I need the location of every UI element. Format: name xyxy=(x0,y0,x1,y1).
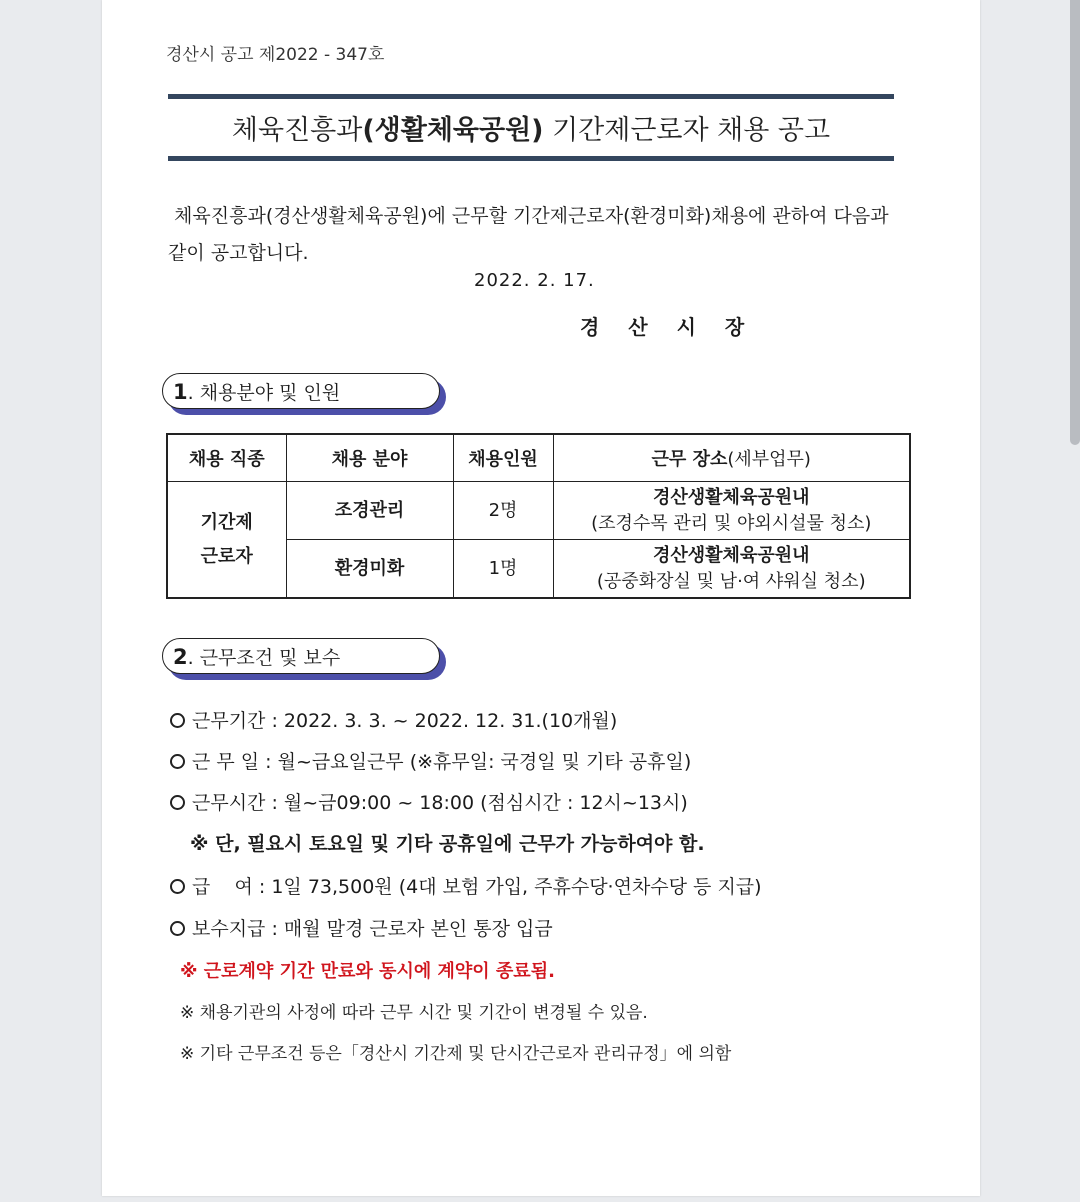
issuer: 경 산 시 장 xyxy=(580,315,756,339)
header-count: 채용인원 xyxy=(453,434,553,482)
change-note: ※ 채용기관의 사정에 따라 근무 시간 및 기간이 변경될 수 있음. xyxy=(180,1003,648,1023)
place-cell xyxy=(553,482,910,540)
field-cell: 환경미화 xyxy=(286,540,453,599)
header-field: 채용 분야 xyxy=(286,434,453,482)
job-type-line1: 기간제 xyxy=(200,511,253,533)
section1-heading xyxy=(162,373,440,409)
notice-number: 경산시 공고 제2022 - 347호 xyxy=(166,45,385,65)
section1-label: . 채용분야 및 인원 xyxy=(187,382,341,404)
count-cell: 2명 xyxy=(453,482,553,540)
condition-note: ※ 단, 필요시 토요일 및 기타 공휴일에 근무가 가능하여야 함. xyxy=(190,833,705,855)
place-cell xyxy=(553,540,910,599)
section2-heading xyxy=(162,638,440,674)
place-name: 경산생활체육공원내 xyxy=(653,544,810,566)
field-cell: 조경관리 xyxy=(286,482,453,540)
circle-bullet-icon xyxy=(170,713,185,728)
condition-pay: 급 여 : 1일 73,500원 (4대 보험 가입, 주휴수당·연차수당 등 지급) xyxy=(170,872,762,899)
scrollbar[interactable] xyxy=(1070,0,1080,445)
circle-bullet-icon xyxy=(170,921,185,936)
table-header-row xyxy=(167,434,910,482)
circle-bullet-icon xyxy=(170,754,185,769)
section1-number: 1 xyxy=(173,380,188,404)
contract-end-note: ※ 근로계약 기간 만료와 동시에 계약이 종료됨. xyxy=(180,961,555,982)
condition-period: 근무기간 : 2022. 3. 3. ~ 2022. 12. 31.(10개월) xyxy=(170,706,617,733)
title-top-rule xyxy=(168,94,894,99)
title-bottom-rule xyxy=(168,156,894,161)
recruit-table xyxy=(166,433,911,599)
circle-bullet-icon xyxy=(170,795,185,810)
job-type-line2: 근로자 xyxy=(200,545,253,567)
header-place: 근무 장소(세부업무) xyxy=(553,434,910,482)
condition-payment: 보수지급 : 매월 말경 근로자 본인 통장 입금 xyxy=(170,914,553,941)
notice-date: 2022. 2. 17. xyxy=(474,270,595,291)
title-part1: 체육진흥과 xyxy=(231,115,363,146)
regulation-note: ※ 기타 근무조건 등은「경산시 기간제 및 단시간근로자 관리규정」에 의함 xyxy=(180,1044,732,1064)
job-type-cell xyxy=(167,482,286,599)
place-detail: (조경수목 관리 및 야외시설물 청소) xyxy=(591,512,872,534)
document-page xyxy=(102,0,980,1196)
circle-bullet-icon xyxy=(170,879,185,894)
place-detail: (공중화장실 및 남·여 샤워실 청소) xyxy=(596,570,866,592)
place-name: 경산생활체육공원내 xyxy=(653,486,810,508)
page-title xyxy=(168,108,894,147)
condition-workdays: 근 무 일 : 월~금요일근무 (※휴무일: 국경일 및 기타 공휴일) xyxy=(170,747,691,774)
condition-hours: 근무시간 : 월~금09:00 ~ 18:00 (점심시간 : 12시~13시) xyxy=(170,788,688,815)
intro-text: 체육진흥과(경산생활체육공원)에 근무할 기간제근로자(환경미화)채용에 관하여 다음과 같이 공고합니다. xyxy=(168,205,889,264)
title-part2: (생활체육공원) xyxy=(362,115,544,146)
header-job-type: 채용 직종 xyxy=(167,434,286,482)
count-cell: 1명 xyxy=(453,540,553,599)
section2-number: 2 xyxy=(173,645,188,669)
section2-label: . 근무조건 및 보수 xyxy=(187,647,341,669)
title-part3: 기간제근로자 채용 공고 xyxy=(543,115,831,146)
table-row xyxy=(167,482,910,540)
